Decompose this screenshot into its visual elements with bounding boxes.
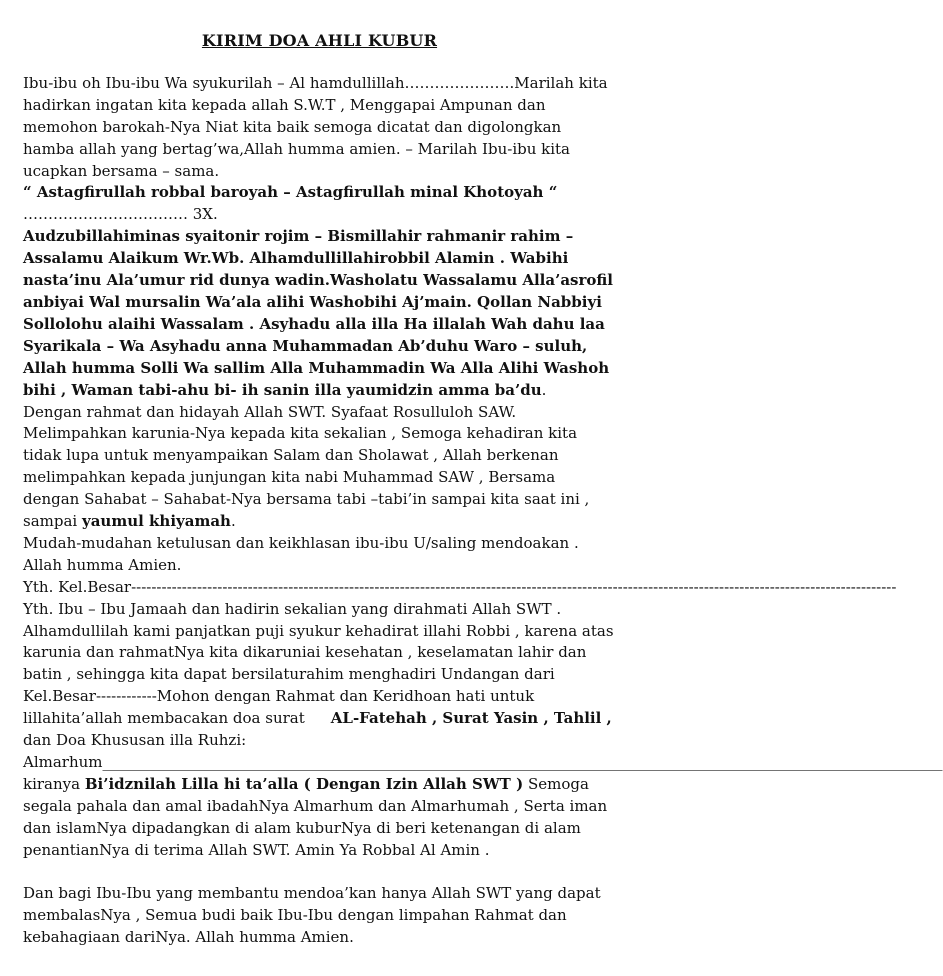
arabic-opening-end: . bbox=[541, 380, 547, 399]
rahmat-end: . bbox=[230, 512, 236, 531]
doa-paragraph bbox=[23, 774, 616, 862]
penutup-paragraph: Dan bagi Ibu-Ibu yang membantu mendoa’kan hanya Allah SWT yang dapat membalasNya , Semua budi baik Ibu-Ibu dengan limpahan Rahmat dan kebahagiaan dariNya. Allah humma Amien. bbox=[23, 884, 601, 947]
spacer bbox=[23, 862, 616, 884]
doa-bold: Bi’idznilah Lilla hi ta’alla ( Dengan Izin Allah SWT ) bbox=[84, 774, 524, 793]
almarhum-line bbox=[23, 752, 943, 774]
rahmat-text: Dengan rahmat dan hidayah Allah SWT. Syafaat Rosulluloh SAW. Melimpahkan karunia-Nya kepada kita sekalian , Semoga kehadiran kita tidak lupa untuk menyampaikan Salam dan Sholawat , Allah berkenan melimpahkan kepada junjungan kita nabi Muhammad SAW , Bersama dengan Sahabat – Sahabat-Nya bersama tabi –tabi’in sampai kita saat ini , sampai bbox=[23, 402, 590, 531]
repeat-count: …………………………… 3X. bbox=[23, 205, 218, 224]
arabic-opening-text: Audzubillahiminas syaitonir rojim – Bismillahir rahmanir rahim – Assalamu Alaikum Wr.Wb. Alhamdullillahirobbil Alamin . Wabihi nasta’inu Ala’umur rid dunya wadin.Washolatu Wassalamu Alla’asrofil anbiyai Wal mursalin Wa’ala alihi Washobihi Aj’main. Qollan Nabbiyi Sollolohu alaihi Wassalam . Asyhadu alla illa Ha illalah Wah dahu laa Syarikala – Wa Asyhadu anna Muhammadan Ab’duhu Waro – suluh, Allah humma Solli Wa sallim Alla Muhammadin Wa Alla Alihi Washoh bihi , Waman tabi-ahu bi- ih sanin illa yaumidzin amma ba’du bbox=[23, 227, 614, 399]
arabic-opening-paragraph bbox=[23, 226, 616, 401]
yth-kel-dashes: ------------------------------------------------------------------------------------------------------------------------------------------------------- bbox=[131, 577, 897, 596]
surah-list: AL-Fatehah , Surat Yasin , Tahlil , bbox=[330, 709, 612, 728]
syukur-text: Alhamdullilah kami panjatkan puji syukur kehadirat illahi Robbi , karena atas karunia dan rahmatNya kita dikaruniai kesehatan , keselamatan lahir dan batin , sehingga kita dapat bersilaturahim menghadiri Undangan dari Kel.Besar------------Mohon dengan Rahmat dan Keridhoan hati untuk lillahita’allah membacakan doa surat bbox=[23, 621, 614, 728]
yaumul-khiyamah: yaumul khiyamah bbox=[82, 512, 231, 531]
almarhum-label: Almarhum bbox=[23, 753, 103, 771]
almarhum-blank: ________________________________________________________________________________________________________________ bbox=[102, 753, 943, 771]
doa-pre: kiranya bbox=[23, 774, 81, 793]
syukur-paragraph bbox=[23, 621, 616, 752]
rahmat-closing: Mudah-mudahan ketulusan dan keikhlasan ibu-ibu U/saling mendoakan . Allah humma Amien. bbox=[23, 533, 579, 574]
intro-paragraph bbox=[23, 73, 616, 226]
yth-ibu-line: Yth. Ibu – Ibu Jamaah dan hadirin sekalian yang dirahmati Allah SWT . bbox=[23, 599, 562, 618]
yth-kel-label: Yth. Kel.Besar bbox=[23, 577, 132, 596]
document-title: KIRIM DOA AHLI KUBUR bbox=[201, 31, 438, 50]
rahmat-paragraph bbox=[23, 402, 616, 577]
syukur-text-2: dan Doa Khususan illa Ruhzi: bbox=[23, 731, 247, 750]
istighfar-line: “ Astagfirullah robbal baroyah – Astagfirullah minal Khotoyah “ bbox=[23, 183, 558, 202]
intro-text: Ibu-ibu oh Ibu-ibu Wa syukurilah – Al hamdullillah………………….Marilah kita hadirkan ingatan kita kepada allah S.W.T , Menggapai Ampunan dan memohon barokah-Nya Niat kita baik semoga dicatat dan digolongkan hamba allah yang bertag’wa,Allah humma amien. – Marilah Ibu-ibu kita ucapkan bersama – sama. bbox=[23, 73, 608, 180]
doa-text: Semoga segala pahala dan amal ibadahNya Almarhum dan Almarhumah , Serta iman dan islamNya dipadangkan di alam kuburNya di beri ketenangan di alam penantianNya di terima Allah SWT. Amin Ya Robbal Al Amin . bbox=[23, 774, 608, 859]
yth-kel-line bbox=[23, 577, 897, 599]
